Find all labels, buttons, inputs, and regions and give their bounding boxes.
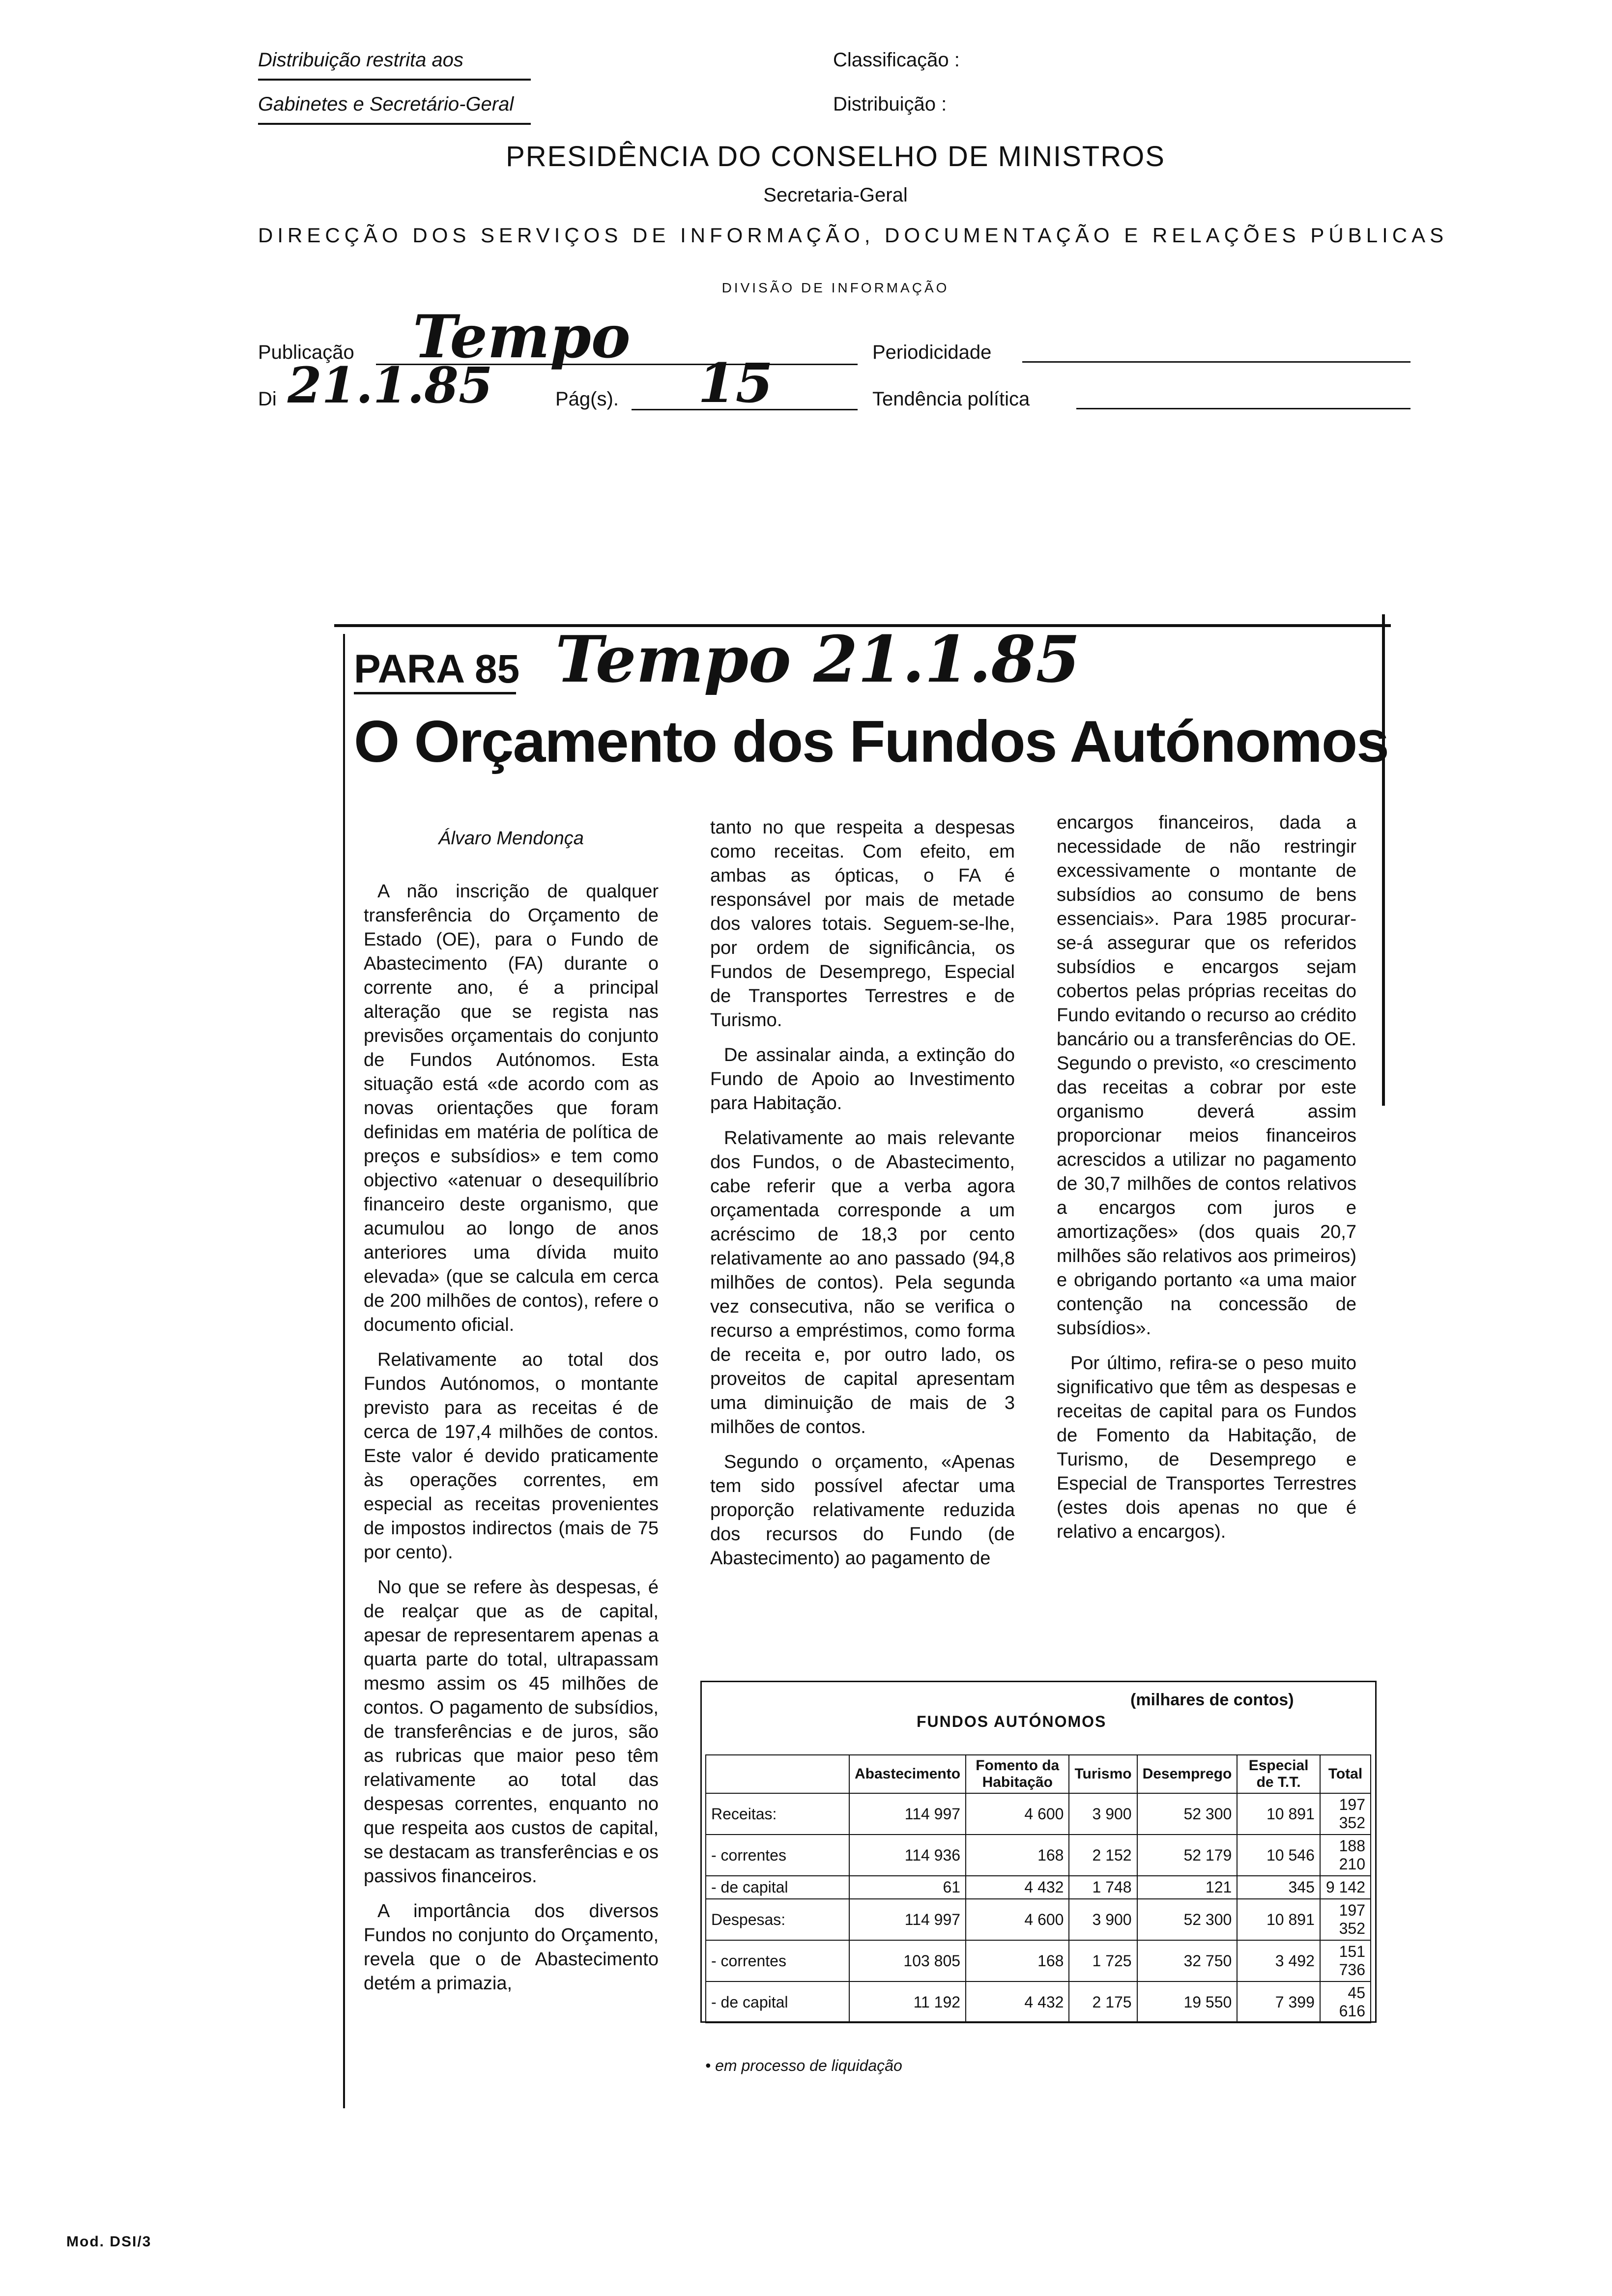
table-cell: 114 936 [849, 1835, 966, 1876]
table-cell: 121 [1137, 1876, 1238, 1899]
table-cell: 3 900 [1069, 1793, 1137, 1835]
table-cell: - correntes [706, 1940, 849, 1981]
paragraph: Segundo o orçamento, «Apenas tem sido possível afectar uma proporção relativamente reduzida dos recursos do Fundo (de Abastecimento) ao pagamento de [710, 1452, 1015, 1569]
table-footnote: • em processo de liquidação [705, 2057, 902, 2074]
table-cell: 61 [849, 1876, 966, 1899]
table-cell: 3 492 [1237, 1940, 1320, 1981]
secretariat: Secretaria-Geral [763, 184, 908, 206]
table-cell: 103 805 [849, 1940, 966, 1981]
clipping-right-rule [1382, 614, 1385, 1106]
pages-label: Pág(s). [555, 388, 619, 410]
table-title: FUNDOS AUTÓNOMOS [917, 1713, 1107, 1730]
table-unit: (milhares de contos) [1130, 1691, 1294, 1709]
table-row [706, 1835, 1371, 1876]
department: DIRECÇÃO DOS SERVIÇOS DE INFORMAÇÃO, DOCUMENTAÇÃO E RELAÇÕES PÚBLICAS [258, 224, 1448, 247]
paragraph: Relativamente ao mais relevante dos Fundos, o de Abastecimento, cabe referir que a verba agora orçamentada corresponde a um acréscimo de 18,3 por cento relativamente ao ano passado (94,8 milhões de contos). Pela segunda vez consecutiva, não se verifica o recurso a empréstimos, como forma de receita e, por outro lado, os proveitos de capital apresentam uma diminuição de mais de 3 milhões de contos. [710, 1128, 1015, 1437]
table-header: Total [1320, 1755, 1371, 1793]
table-cell: - de capital [706, 1876, 849, 1899]
paragraph: A não inscrição de qualquer transferência do Orçamento de Estado (OE), para o Fundo de Abastecimento (FA) durante o corrente ano, é a principal alteração que se regista nas previsões orçamentais do conjunto de Fundos Autónomos. Esta situação está «de acordo com as novas orientações que foram definidas em matéria de política de preços e subsídios» e tem como objectivo «atenuar o desequilíbrio financeiro deste organismo, que acumulou ao longo de anos anteriores uma dívida muito elevada» (que se calcula em cerca de 200 milhões de contos), refere o documento oficial. [364, 881, 659, 1335]
table-header: Especial de T.T. [1237, 1755, 1320, 1793]
table-cell: 10 891 [1237, 1793, 1320, 1835]
table-cell: 4 432 [966, 1876, 1069, 1899]
table-cell: - correntes [706, 1835, 849, 1876]
table-row [706, 1876, 1371, 1899]
section-tag: PARA 85 [354, 647, 520, 691]
form-code: Mod. DSI/3 [66, 2234, 152, 2250]
table-cell: 4 600 [966, 1899, 1069, 1940]
table-cell: 7 399 [1237, 1981, 1320, 2023]
clipping-left-rule [343, 634, 345, 2108]
article-column-1 [364, 880, 659, 2007]
distribution-label: Distribuição : [833, 93, 947, 115]
publication-label: Publicação [258, 342, 354, 363]
table-row [706, 1940, 1371, 1981]
table-cell: 19 550 [1137, 1981, 1238, 2023]
pages-handwritten: 15 [698, 351, 774, 415]
article-column-3 [1057, 811, 1356, 1555]
date-label: Di [258, 388, 277, 410]
paragraph: De assinalar ainda, a extinção do Fundo de Apoio ao Investimento para Habitação. [710, 1045, 1015, 1114]
clipping-handwritten-ref: Tempo 21.1.85 [555, 622, 1080, 697]
table-header [706, 1755, 849, 1793]
table-cell: 11 192 [849, 1981, 966, 2023]
restricted-line-2: Gabinetes e Secretário-Geral [258, 93, 514, 115]
table-cell: 1 748 [1069, 1876, 1137, 1899]
institution-title: PRESIDÊNCIA DO CONSELHO DE MINISTROS [506, 141, 1165, 172]
division: DIVISÃO DE INFORMAÇÃO [721, 280, 950, 295]
paragraph: Relativamente ao total dos Fundos Autónomos, o montante previsto para as receitas é de cerca de 197,4 milhões de contos. Este valor é devido praticamente às operações correntes, em especial as receitas provenientes de impostos indirectos (mais de 75 por cento). [364, 1349, 659, 1563]
table-cell: 345 [1237, 1876, 1320, 1899]
publication-handwritten: Tempo [413, 302, 631, 372]
classification-label: Classificação : [833, 49, 960, 71]
table-header-row [706, 1755, 1371, 1793]
table-cell: 197 352 [1320, 1793, 1371, 1835]
table-cell: 4 432 [966, 1981, 1069, 2023]
table-cell: 168 [966, 1940, 1069, 1981]
table-row [706, 1981, 1371, 2023]
table-cell: 197 352 [1320, 1899, 1371, 1940]
article-title: O Orçamento dos Fundos Autónomos [354, 709, 1388, 775]
paragraph: A importância dos diversos Fundos no conjunto do Orçamento, revela que o de Abastecimento detém a primazia, [364, 1901, 659, 1994]
table-cell: - de capital [706, 1981, 849, 2023]
table-cell: 10 891 [1237, 1899, 1320, 1940]
table-cell: 9 142 [1320, 1876, 1371, 1899]
paragraph: encargos financeiros, dada a necessidade de não restringir excessivamente o montante de subsídios ao consumo de bens essenciais». Para 1985 procurar-se-á assegurar que os referidos subsídios e encargos sejam cobertos pelas próprias receitas do Fundo evitando o recurso ao crédito bancário ou a transferências do OE. Segundo o previsto, «o crescimento das receitas a cobrar por este organismo deverá assim proporcionar meios financeiros acrescidos a utilizar no pagamento de 30,7 milhões de contos relativos a encargos com juros e amortizações» (dos quais 20,7 milhões são relativos aos primeiros) e obrigando portanto «a uma maior contenção na concessão de subsídios». [1057, 812, 1356, 1339]
table-header: Desemprego [1137, 1755, 1238, 1793]
table-cell: 32 750 [1137, 1940, 1238, 1981]
table-cell: 4 600 [966, 1793, 1069, 1835]
table-cell: 45 616 [1320, 1981, 1371, 2023]
table-header: Turismo [1069, 1755, 1137, 1793]
table-cell: Receitas: [706, 1793, 849, 1835]
table-cell: 2 175 [1069, 1981, 1137, 2023]
table-cell: 151 736 [1320, 1940, 1371, 1981]
periodicity-label: Periodicidade [872, 342, 992, 363]
paragraph: Por último, refira-se o peso muito significativo que têm as despesas e receitas de capital para os Fundos de Fomento da Habitação, de Turismo, de Desemprego e Especial de Transportes Terrestres (estes dois apenas no que é relativo a encargos). [1057, 1353, 1356, 1542]
table-cell: 52 300 [1137, 1793, 1238, 1835]
table-header: Abastecimento [849, 1755, 966, 1793]
header-rule [258, 79, 531, 81]
political-tendency-line [1076, 408, 1410, 409]
date-handwritten: 21.1.85 [288, 356, 493, 414]
table-cell: Despesas: [706, 1899, 849, 1940]
table-cell: 10 546 [1237, 1835, 1320, 1876]
article-column-2 [710, 816, 1015, 1581]
table-cell: 1 725 [1069, 1940, 1137, 1981]
political-tendency-label: Tendência política [872, 388, 1030, 410]
section-underline [354, 692, 516, 694]
table-cell: 52 300 [1137, 1899, 1238, 1940]
funds-table [705, 1754, 1371, 2023]
author: Álvaro Mendonça [438, 828, 584, 849]
restricted-line-1: Distribuição restrita aos [258, 49, 463, 71]
table-cell: 52 179 [1137, 1835, 1238, 1876]
paragraph: tanto no que respeita a despesas como receitas. Com efeito, em ambas as ópticas, o FA é responsável por mais de metade dos valores totais. Seguem-se-lhe, por ordem de significância, os Fundos de Desemprego, Especial de Transportes Terrestres e de Turismo. [710, 817, 1015, 1031]
header-rule [258, 123, 531, 125]
table-cell: 114 997 [849, 1793, 966, 1835]
table-cell: 114 997 [849, 1899, 966, 1940]
periodicity-line [1022, 361, 1410, 363]
table-row [706, 1793, 1371, 1835]
table-row [706, 1899, 1371, 1940]
paragraph: No que se refere às despesas, é de realçar que as de capital, apesar de representarem apenas a quarta parte do total, ultrapassam mesmo assim os 45 milhões de contos. O pagamento de subsídios, de transferências e de juros, são as rubricas que maior peso têm relativamente ao total das despesas correntes, enquanto no que respeita aos custos de capital, se destacam as transferências e os passivos financeiros. [364, 1577, 659, 1887]
table-cell: 3 900 [1069, 1899, 1137, 1940]
table-header: Fomento da Habitação [966, 1755, 1069, 1793]
table-cell: 188 210 [1320, 1835, 1371, 1876]
table-cell: 168 [966, 1835, 1069, 1876]
table-cell: 2 152 [1069, 1835, 1137, 1876]
